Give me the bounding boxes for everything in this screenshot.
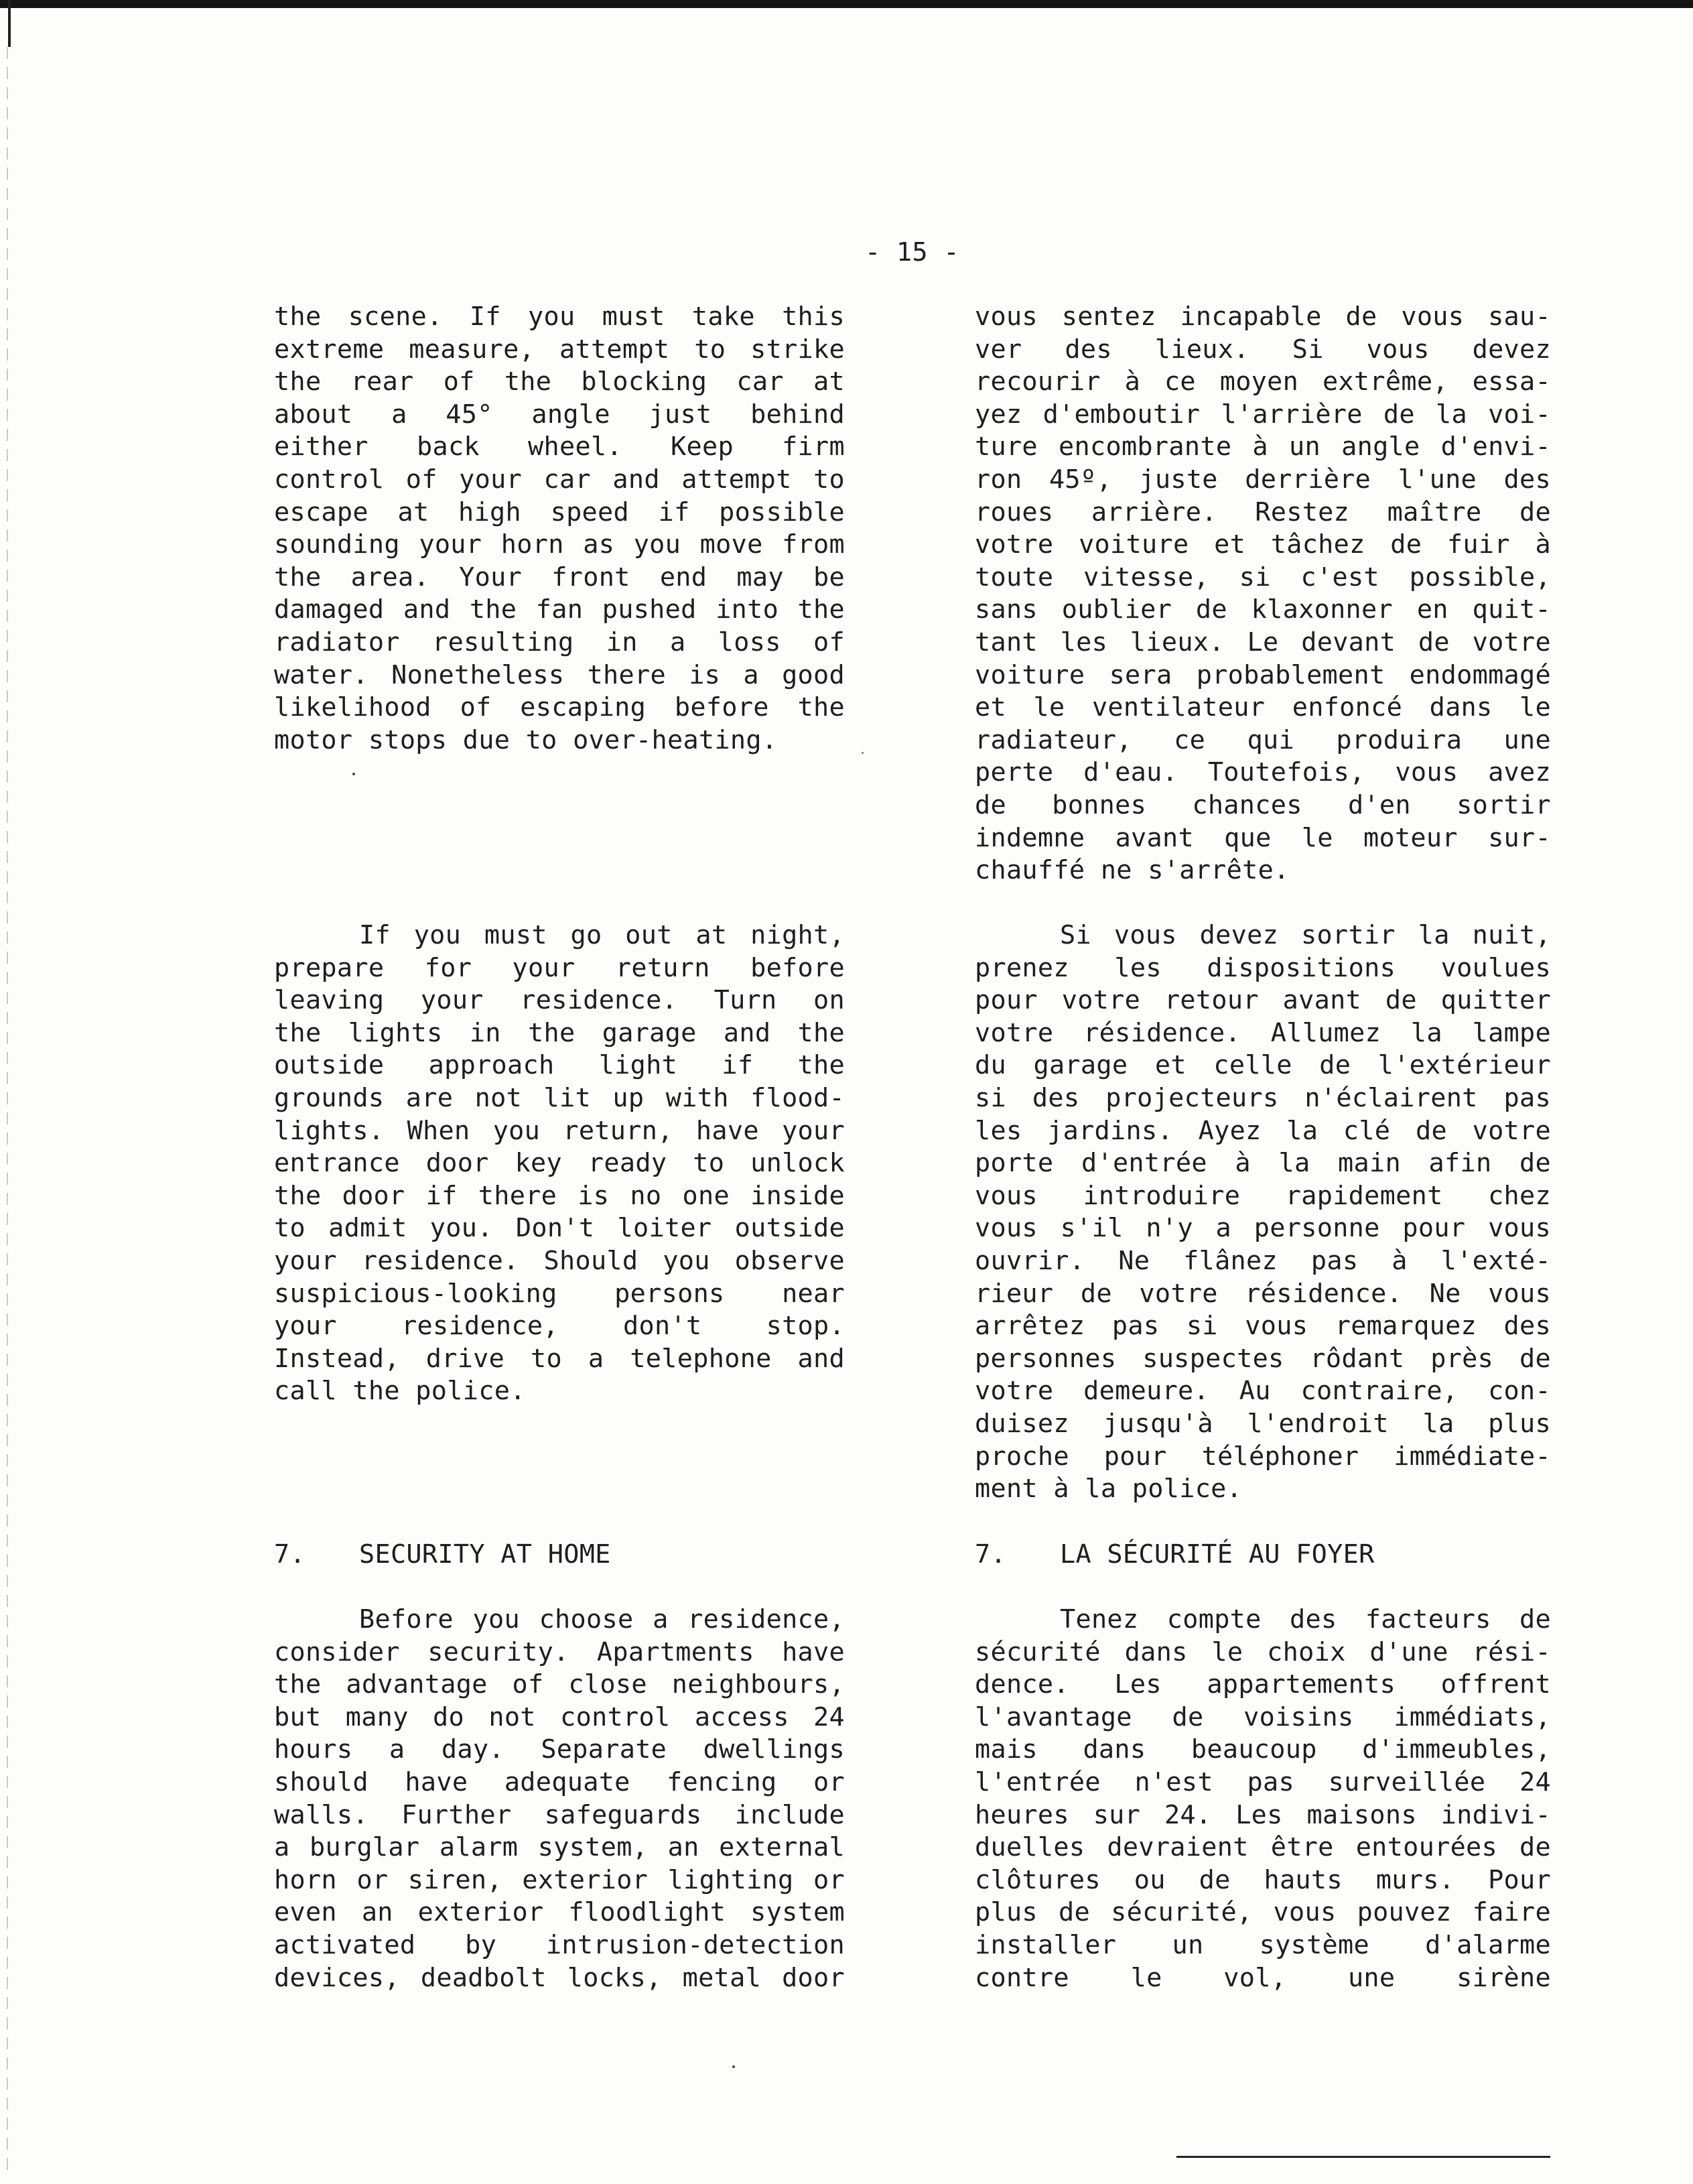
text-line: l'entrée n'est pas surveillée 24 [975,1767,1551,1797]
text-line: duelles devraient être entourées de [975,1832,1551,1863]
paragraph [274,301,845,757]
text-line: prenez les dispositions voulues [975,952,1551,983]
text-line: pour votre retour avant de quitter [975,985,1551,1016]
section-title: SECURITY AT HOME [359,1539,611,1569]
text-line: plus de sécurité, vous pouvez faire [975,1897,1551,1928]
text-line: si des projecteurs n'éclairent pas [975,1082,1551,1113]
text-line: to admit you. Don't loiter outside [274,1213,845,1244]
text-line: the scene. If you must take this [274,302,845,332]
text-line: the door if there is no one inside [274,1180,845,1211]
text-line: the area. Your front end may be [274,562,845,592]
text-line: sans oublier de klaxonner en quit- [975,594,1551,625]
text-line: ture encombrante à un angle d'envi- [975,432,1551,462]
text-line: les jardins. Ayez la clé de votre [975,1115,1551,1146]
text-line: contre le vol, une sirène [975,1962,1551,1993]
text-line: consider security. Apartments have [274,1636,845,1667]
text-line: duisez jusqu'à l'endroit la plus [975,1408,1551,1439]
text-line: proche pour téléphoner immédiate- [975,1441,1551,1472]
text-line: Tenez compte des facteurs de [1060,1604,1551,1634]
text-line: hours a day. Separate dwellings [274,1734,845,1765]
text-line: radiator resulting in a loss of [274,627,845,657]
text-line: sounding your horn as you move from [274,529,845,560]
text-line: et le ventilateur enfoncé dans le [975,692,1551,723]
text-line: recourir à ce moyen extrême, essa- [975,367,1551,397]
text-line: escape at high speed if possible [274,497,845,527]
paragraph [975,919,1551,1506]
text-line: vous sentez incapable de vous sau- [975,302,1551,332]
text-line: ver des lieux. Si vous devez [975,334,1551,365]
text-line: clôtures ou de hauts murs. Pour [975,1864,1551,1895]
scan-edge-left [7,47,8,2178]
text-line: radiateur, ce qui produira une [975,724,1551,755]
text-line: du garage et celle de l'extérieur [975,1050,1551,1081]
text-line: roues arrière. Restez maître de [975,497,1551,527]
text-line: Instead, drive to a telephone and [274,1343,845,1374]
text-line: control of your car and attempt to [274,464,845,495]
section-heading [274,1539,845,1571]
text-line: damaged and the fan pushed into the [274,594,845,625]
text-line: activated by intrusion-detection [274,1929,845,1960]
text-line: but many do not control access 24 [274,1701,845,1732]
text-line: a burglar alarm system, an external [274,1832,845,1863]
text-line: personnes suspectes rôdant près de [975,1343,1551,1374]
text-line: extreme measure, attempt to strike [274,334,845,365]
text-line: likelihood of escaping before the [274,692,845,723]
text-line: installer un système d'alarme [975,1929,1551,1960]
text-line: vous introduire rapidement chez [975,1180,1551,1211]
bottom-rule-line [1176,2156,1550,2158]
text-line: horn or siren, exterior lighting or [274,1864,845,1895]
text-line: voiture sera probablement endommagé [975,659,1551,690]
text-line: call the police. [274,1376,526,1407]
text-line: arrêtez pas si vous remarquez des [975,1311,1551,1342]
text-line: porte d'entrée à la main afin de [975,1148,1551,1179]
text-line: about a 45° angle just behind [274,399,845,430]
text-line: lights. When you return, have your [274,1115,845,1146]
text-line: vous s'il n'y a personne pour vous [975,1213,1551,1244]
paragraph [274,919,845,1408]
text-line: prepare for your return before [274,952,845,983]
text-line: the advantage of close neighbours, [274,1669,845,1700]
text-line: toute vitesse, si c'est possible, [975,562,1551,592]
text-line: ron 45º, juste derrière l'une des [975,464,1551,495]
text-line: the rear of the blocking car at [274,367,845,397]
scan-speck [862,752,864,754]
text-line: votre demeure. Au contraire, con- [975,1376,1551,1407]
text-line: motor stops due to over-heating. [274,724,778,755]
text-line: tant les lieux. Le devant de votre [975,627,1551,657]
scan-speck [732,2065,735,2068]
text-line: outside approach light if the [274,1050,845,1081]
text-line: l'avantage de voisins immédiats, [975,1701,1551,1732]
text-line: suspicious-looking persons near [274,1278,845,1309]
text-line: If you must go out at night, [359,920,845,950]
text-line: dence. Les appartements offrent [975,1669,1551,1700]
scan-speck [352,773,355,775]
page-number: - 15 - [865,237,959,267]
section-number: 7. [274,1539,306,1569]
text-line: your residence, don't stop. [274,1311,845,1342]
text-line: sécurité dans le choix d'une rési- [975,1636,1551,1667]
text-line: entrance door key ready to unlock [274,1148,845,1179]
text-line: heures sur 24. Les maisons indivi- [975,1799,1551,1830]
text-line: chauffé ne s'arrête. [975,855,1290,886]
text-line: mais dans beaucoup d'immeubles, [975,1734,1551,1765]
text-line: water. Nonetheless there is a good [274,659,845,690]
text-line: should have adequate fencing or [274,1767,845,1797]
scan-edge-top [0,0,1693,8]
text-line: grounds are not lit up with flood- [274,1082,845,1113]
text-line: indemne avant que le moteur sur- [975,822,1551,853]
text-line: Si vous devez sortir la nuit, [1060,920,1551,950]
section-title: LA SÉCURITÉ AU FOYER [1060,1539,1375,1569]
paragraph [975,301,1551,887]
text-line: walls. Further safeguards include [274,1799,845,1830]
text-line: rieur de votre résidence. Ne vous [975,1278,1551,1309]
text-line: the lights in the garage and the [274,1017,845,1048]
text-line: perte d'eau. Toutefois, vous avez [975,757,1551,788]
text-line: yez d'emboutir l'arrière de la voi- [975,399,1551,430]
text-line: ouvrir. Ne flânez pas à l'exté- [975,1245,1551,1276]
text-line: either back wheel. Keep firm [274,432,845,462]
text-line: leaving your residence. Turn on [274,985,845,1016]
text-line: your residence. Should you observe [274,1245,845,1276]
text-line: de bonnes chances d'en sortir [975,789,1551,820]
text-line: votre résidence. Allumez la lampe [975,1017,1551,1048]
text-line: even an exterior floodlight system [274,1897,845,1928]
text-line: votre voiture et tâchez de fuir à [975,529,1551,560]
section-number: 7. [975,1539,1006,1569]
section-heading [975,1539,1551,1571]
text-line: Before you choose a residence, [359,1604,845,1634]
text-line: devices, deadbolt locks, metal door [274,1962,845,1993]
paragraph [975,1604,1551,1994]
text-line: ment à la police. [975,1474,1243,1504]
paragraph [274,1604,845,1994]
scan-edge-tick [8,0,11,47]
